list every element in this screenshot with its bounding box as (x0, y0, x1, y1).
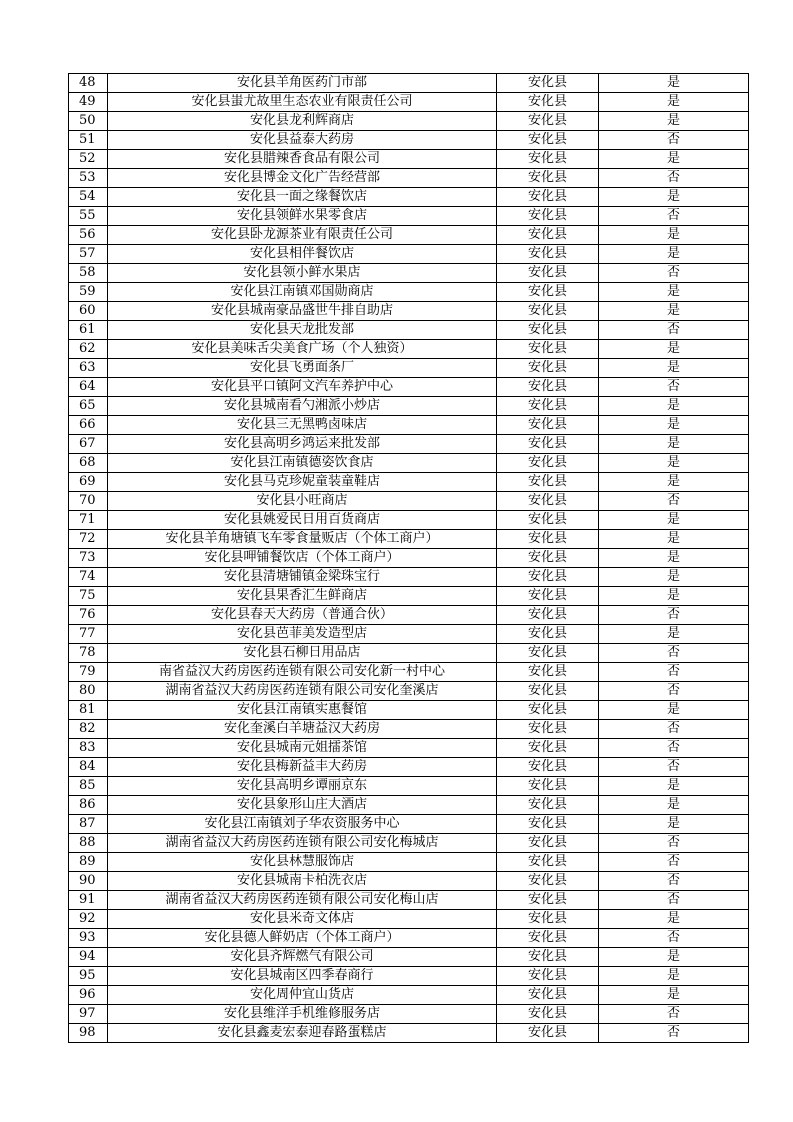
business-name-cell: 安化县龙利辉商店 (108, 112, 497, 131)
row-number-cell: 97 (69, 1005, 108, 1024)
table-row (69, 663, 749, 682)
row-number-cell: 54 (69, 188, 108, 207)
table-row (69, 207, 749, 226)
business-name-cell: 安化县高明乡谭丽京东 (108, 777, 497, 796)
status-flag-cell: 是 (599, 283, 749, 302)
status-flag-cell: 是 (599, 473, 749, 492)
table-row (69, 511, 749, 530)
row-number-cell: 51 (69, 131, 108, 150)
table-row (69, 321, 749, 340)
status-flag-cell: 是 (599, 530, 749, 549)
county-cell: 安化县 (497, 967, 599, 986)
row-number-cell: 88 (69, 834, 108, 853)
status-flag-cell: 否 (599, 891, 749, 910)
business-name-cell: 湖南省益汉大药房医药连锁有限公司安化梅山店 (108, 891, 497, 910)
business-name-cell: 安化县城南卡柏洗衣店 (108, 872, 497, 891)
row-number-cell: 73 (69, 549, 108, 568)
status-flag-cell: 是 (599, 359, 749, 378)
row-number-cell: 96 (69, 986, 108, 1005)
status-flag-cell: 是 (599, 777, 749, 796)
business-name-cell: 安化县清塘铺镇金梁珠宝行 (108, 568, 497, 587)
status-flag-cell: 是 (599, 625, 749, 644)
table-row (69, 625, 749, 644)
status-flag-cell: 是 (599, 74, 749, 93)
table-row (69, 739, 749, 758)
row-number-cell: 74 (69, 568, 108, 587)
row-number-cell: 78 (69, 644, 108, 663)
business-name-cell: 安化县一面之缘餐饮店 (108, 188, 497, 207)
row-number-cell: 84 (69, 758, 108, 777)
table-row (69, 872, 749, 891)
row-number-cell: 79 (69, 663, 108, 682)
table-row (69, 264, 749, 283)
status-flag-cell: 是 (599, 397, 749, 416)
status-flag-cell: 是 (599, 226, 749, 245)
status-flag-cell: 否 (599, 758, 749, 777)
row-number-cell: 89 (69, 853, 108, 872)
county-cell: 安化县 (497, 378, 599, 397)
business-name-cell: 安化县春天大药房（普通合伙） (108, 606, 497, 625)
business-name-cell: 安化县城南元姐擂茶馆 (108, 739, 497, 758)
business-name-cell: 安化县三无黑鸭卤味店 (108, 416, 497, 435)
status-flag-cell: 否 (599, 378, 749, 397)
row-number-cell: 81 (69, 701, 108, 720)
county-cell: 安化县 (497, 492, 599, 511)
row-number-cell: 98 (69, 1024, 108, 1043)
county-cell: 安化县 (497, 283, 599, 302)
county-cell: 安化县 (497, 720, 599, 739)
table-row (69, 834, 749, 853)
document-table-container (68, 73, 749, 1043)
status-flag-cell: 是 (599, 245, 749, 264)
county-cell: 安化县 (497, 74, 599, 93)
county-cell: 安化县 (497, 226, 599, 245)
table-row (69, 758, 749, 777)
business-name-cell: 安化县飞勇面条厂 (108, 359, 497, 378)
business-name-cell: 安化县梅新益丰大药房 (108, 758, 497, 777)
business-name-cell: 安化县林慧服饰店 (108, 853, 497, 872)
county-cell: 安化县 (497, 169, 599, 188)
business-name-cell: 安化县城南看勺湘派小炒店 (108, 397, 497, 416)
table-row (69, 74, 749, 93)
row-number-cell: 87 (69, 815, 108, 834)
business-name-cell: 安化县天龙批发部 (108, 321, 497, 340)
business-name-cell: 安化县羊角塘镇飞车零食量贩店（个体工商户） (108, 530, 497, 549)
table-row (69, 720, 749, 739)
status-flag-cell: 否 (599, 872, 749, 891)
business-name-cell: 安化奎溪白羊塘益汉大药房 (108, 720, 497, 739)
business-name-cell: 安化县江南镇德姿饮食店 (108, 454, 497, 473)
county-cell: 安化县 (497, 340, 599, 359)
row-number-cell: 49 (69, 93, 108, 112)
county-cell: 安化县 (497, 435, 599, 454)
table-row (69, 378, 749, 397)
business-name-cell: 安化县益泰大药房 (108, 131, 497, 150)
row-number-cell: 76 (69, 606, 108, 625)
status-flag-cell: 是 (599, 454, 749, 473)
row-number-cell: 59 (69, 283, 108, 302)
table-row (69, 435, 749, 454)
status-flag-cell: 是 (599, 150, 749, 169)
county-cell: 安化县 (497, 188, 599, 207)
row-number-cell: 94 (69, 948, 108, 967)
status-flag-cell: 是 (599, 986, 749, 1005)
table-row (69, 454, 749, 473)
status-flag-cell: 否 (599, 207, 749, 226)
row-number-cell: 52 (69, 150, 108, 169)
business-name-cell: 安化县美味舌尖美食广场（个人独资） (108, 340, 497, 359)
county-cell: 安化县 (497, 644, 599, 663)
table-row (69, 701, 749, 720)
status-flag-cell: 是 (599, 815, 749, 834)
status-flag-cell: 否 (599, 131, 749, 150)
county-cell: 安化县 (497, 397, 599, 416)
table-row (69, 93, 749, 112)
business-name-cell: 安化县领小鲜水果店 (108, 264, 497, 283)
business-name-cell: 安化县博金文化广告经营部 (108, 169, 497, 188)
business-name-cell: 安化县高明乡鸿运来批发部 (108, 435, 497, 454)
county-cell: 安化县 (497, 568, 599, 587)
status-flag-cell: 是 (599, 568, 749, 587)
business-name-cell: 安化县小旺商店 (108, 492, 497, 511)
row-number-cell: 70 (69, 492, 108, 511)
business-name-cell: 安化县平口镇阿文汽车养护中心 (108, 378, 497, 397)
county-cell: 安化县 (497, 606, 599, 625)
table-row (69, 967, 749, 986)
county-cell: 安化县 (497, 207, 599, 226)
county-cell: 安化县 (497, 1024, 599, 1043)
business-list-table (68, 73, 749, 1043)
county-cell: 安化县 (497, 245, 599, 264)
table-row (69, 112, 749, 131)
table-row (69, 606, 749, 625)
business-name-cell: 湖南省益汉大药房医药连锁有限公司安化梅城店 (108, 834, 497, 853)
table-row (69, 131, 749, 150)
business-name-cell: 安化县果香汇生鲜商店 (108, 587, 497, 606)
county-cell: 安化县 (497, 587, 599, 606)
row-number-cell: 48 (69, 74, 108, 93)
status-flag-cell: 是 (599, 435, 749, 454)
table-row (69, 416, 749, 435)
county-cell: 安化县 (497, 986, 599, 1005)
row-number-cell: 50 (69, 112, 108, 131)
row-number-cell: 61 (69, 321, 108, 340)
table-row (69, 150, 749, 169)
business-name-cell: 安化县维洋手机维修服务店 (108, 1005, 497, 1024)
business-name-cell: 南省益汉大药房医药连锁有限公司安化新一村中心 (108, 663, 497, 682)
status-flag-cell: 是 (599, 112, 749, 131)
county-cell: 安化县 (497, 530, 599, 549)
table-row (69, 302, 749, 321)
business-name-cell: 安化县腊辣香食品有限公司 (108, 150, 497, 169)
row-number-cell: 68 (69, 454, 108, 473)
county-cell: 安化县 (497, 321, 599, 340)
business-name-cell: 安化县蚩尤故里生态农业有限责任公司 (108, 93, 497, 112)
county-cell: 安化县 (497, 891, 599, 910)
business-name-cell: 安化县芭菲美发造型店 (108, 625, 497, 644)
status-flag-cell: 否 (599, 644, 749, 663)
business-name-cell: 安化县江南镇刘子华农资服务中心 (108, 815, 497, 834)
table-row (69, 397, 749, 416)
status-flag-cell: 是 (599, 967, 749, 986)
table-row (69, 549, 749, 568)
table-row (69, 340, 749, 359)
business-name-cell: 安化县马克珍妮童装童鞋店 (108, 473, 497, 492)
county-cell: 安化县 (497, 948, 599, 967)
business-name-cell: 安化县德人鲜奶店（个体工商户） (108, 929, 497, 948)
county-cell: 安化县 (497, 834, 599, 853)
status-flag-cell: 否 (599, 929, 749, 948)
status-flag-cell: 是 (599, 796, 749, 815)
row-number-cell: 83 (69, 739, 108, 758)
row-number-cell: 91 (69, 891, 108, 910)
table-row (69, 530, 749, 549)
row-number-cell: 75 (69, 587, 108, 606)
row-number-cell: 86 (69, 796, 108, 815)
county-cell: 安化县 (497, 682, 599, 701)
status-flag-cell: 否 (599, 682, 749, 701)
business-name-cell: 安化县鑫麦宏泰迎春路蛋糕店 (108, 1024, 497, 1043)
table-row (69, 1024, 749, 1043)
business-name-cell: 安化县江南镇实惠餐馆 (108, 701, 497, 720)
county-cell: 安化县 (497, 872, 599, 891)
table-row (69, 929, 749, 948)
table-row (69, 359, 749, 378)
row-number-cell: 72 (69, 530, 108, 549)
business-name-cell: 安化县米奇文体店 (108, 910, 497, 929)
county-cell: 安化县 (497, 112, 599, 131)
status-flag-cell: 否 (599, 739, 749, 758)
county-cell: 安化县 (497, 739, 599, 758)
table-row (69, 492, 749, 511)
business-name-cell: 安化县姚爱民日用百货商店 (108, 511, 497, 530)
status-flag-cell: 否 (599, 492, 749, 511)
county-cell: 安化县 (497, 416, 599, 435)
row-number-cell: 71 (69, 511, 108, 530)
status-flag-cell: 是 (599, 910, 749, 929)
table-row (69, 910, 749, 929)
business-name-cell: 安化县卧龙源茶业有限责任公司 (108, 226, 497, 245)
table-row (69, 169, 749, 188)
row-number-cell: 67 (69, 435, 108, 454)
status-flag-cell: 是 (599, 340, 749, 359)
status-flag-cell: 是 (599, 948, 749, 967)
table-row (69, 986, 749, 1005)
row-number-cell: 64 (69, 378, 108, 397)
county-cell: 安化县 (497, 1005, 599, 1024)
status-flag-cell: 是 (599, 93, 749, 112)
table-body (69, 74, 749, 1043)
row-number-cell: 53 (69, 169, 108, 188)
status-flag-cell: 是 (599, 511, 749, 530)
row-number-cell: 77 (69, 625, 108, 644)
business-name-cell: 安化县相伴餐饮店 (108, 245, 497, 264)
status-flag-cell: 是 (599, 416, 749, 435)
table-row (69, 226, 749, 245)
row-number-cell: 57 (69, 245, 108, 264)
table-row (69, 948, 749, 967)
business-name-cell: 湖南省益汉大药房医药连锁有限公司安化奎溪店 (108, 682, 497, 701)
county-cell: 安化县 (497, 511, 599, 530)
business-name-cell: 安化周仲宜山货店 (108, 986, 497, 1005)
row-number-cell: 93 (69, 929, 108, 948)
county-cell: 安化县 (497, 131, 599, 150)
county-cell: 安化县 (497, 910, 599, 929)
business-name-cell: 安化县羊角医药门市部 (108, 74, 497, 93)
table-row (69, 283, 749, 302)
status-flag-cell: 否 (599, 1024, 749, 1043)
row-number-cell: 82 (69, 720, 108, 739)
table-row (69, 777, 749, 796)
status-flag-cell: 是 (599, 587, 749, 606)
county-cell: 安化县 (497, 853, 599, 872)
table-row (69, 682, 749, 701)
table-row (69, 644, 749, 663)
row-number-cell: 95 (69, 967, 108, 986)
status-flag-cell: 否 (599, 264, 749, 283)
table-row (69, 796, 749, 815)
status-flag-cell: 否 (599, 1005, 749, 1024)
county-cell: 安化县 (497, 359, 599, 378)
row-number-cell: 69 (69, 473, 108, 492)
business-name-cell: 安化县城南豪品盛世牛排自助店 (108, 302, 497, 321)
table-row (69, 587, 749, 606)
table-row (69, 1005, 749, 1024)
status-flag-cell: 是 (599, 302, 749, 321)
business-name-cell: 安化县齐辉燃气有限公司 (108, 948, 497, 967)
row-number-cell: 55 (69, 207, 108, 226)
table-row (69, 188, 749, 207)
county-cell: 安化县 (497, 454, 599, 473)
county-cell: 安化县 (497, 815, 599, 834)
status-flag-cell: 否 (599, 606, 749, 625)
table-row (69, 568, 749, 587)
business-name-cell: 安化县呷铺餐饮店（个体工商户） (108, 549, 497, 568)
status-flag-cell: 否 (599, 169, 749, 188)
status-flag-cell: 是 (599, 549, 749, 568)
county-cell: 安化县 (497, 549, 599, 568)
row-number-cell: 56 (69, 226, 108, 245)
row-number-cell: 65 (69, 397, 108, 416)
business-name-cell: 安化县石柳日用品店 (108, 644, 497, 663)
county-cell: 安化县 (497, 777, 599, 796)
status-flag-cell: 否 (599, 321, 749, 340)
row-number-cell: 66 (69, 416, 108, 435)
county-cell: 安化县 (497, 796, 599, 815)
table-row (69, 815, 749, 834)
status-flag-cell: 否 (599, 720, 749, 739)
business-name-cell: 安化县江南镇邓国勋商店 (108, 283, 497, 302)
county-cell: 安化县 (497, 625, 599, 644)
county-cell: 安化县 (497, 473, 599, 492)
row-number-cell: 90 (69, 872, 108, 891)
county-cell: 安化县 (497, 93, 599, 112)
row-number-cell: 80 (69, 682, 108, 701)
business-name-cell: 安化县领鲜水果零食店 (108, 207, 497, 226)
table-row (69, 473, 749, 492)
county-cell: 安化县 (497, 150, 599, 169)
status-flag-cell: 否 (599, 853, 749, 872)
row-number-cell: 58 (69, 264, 108, 283)
county-cell: 安化县 (497, 929, 599, 948)
table-row (69, 853, 749, 872)
county-cell: 安化县 (497, 701, 599, 720)
county-cell: 安化县 (497, 302, 599, 321)
row-number-cell: 62 (69, 340, 108, 359)
status-flag-cell: 是 (599, 701, 749, 720)
row-number-cell: 63 (69, 359, 108, 378)
business-name-cell: 安化县城南区四季春商行 (108, 967, 497, 986)
status-flag-cell: 是 (599, 188, 749, 207)
county-cell: 安化县 (497, 758, 599, 777)
row-number-cell: 60 (69, 302, 108, 321)
county-cell: 安化县 (497, 264, 599, 283)
table-row (69, 245, 749, 264)
row-number-cell: 85 (69, 777, 108, 796)
status-flag-cell: 否 (599, 663, 749, 682)
status-flag-cell: 否 (599, 834, 749, 853)
county-cell: 安化县 (497, 663, 599, 682)
row-number-cell: 92 (69, 910, 108, 929)
table-row (69, 891, 749, 910)
business-name-cell: 安化县象形山庄大酒店 (108, 796, 497, 815)
